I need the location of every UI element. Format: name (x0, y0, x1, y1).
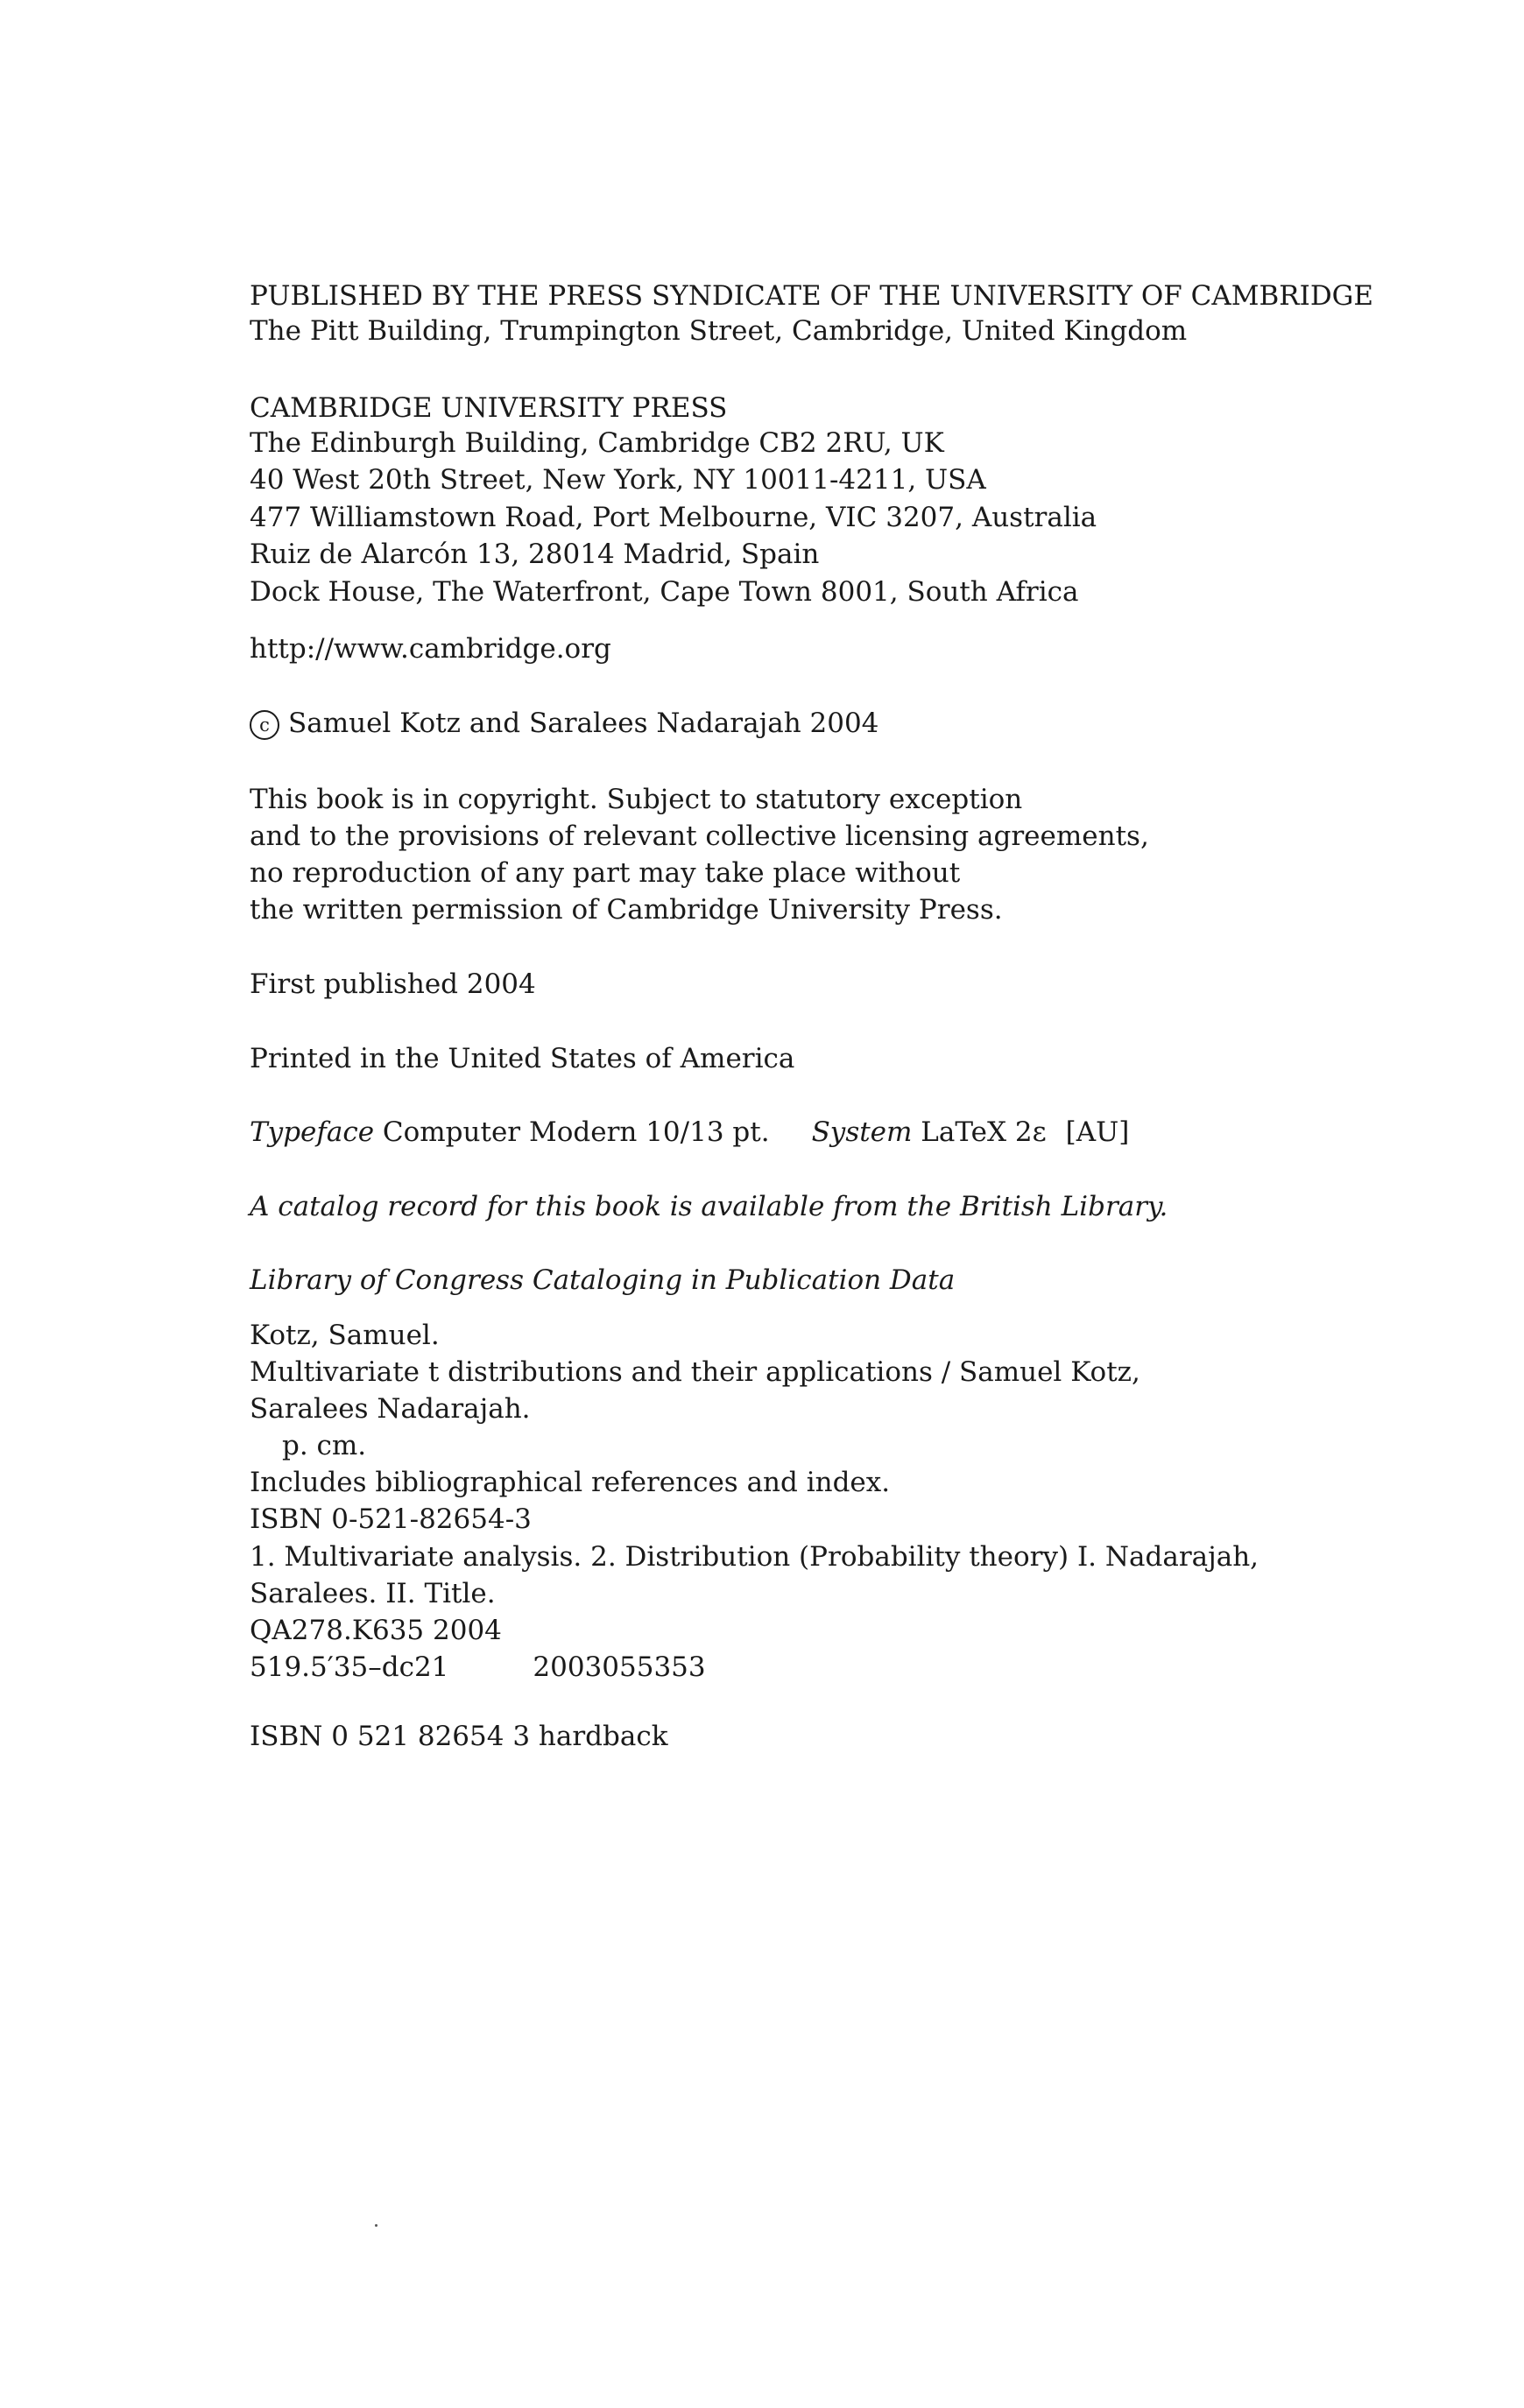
cip-isbn: ISBN 0-521-82654-3 (250, 1503, 532, 1535)
typeface-label: Typeface (250, 1116, 375, 1148)
cip-heading: Library of Congress Cataloging in Publication Data (250, 1264, 956, 1296)
press-address-line: Ruiz de Alarcón 13, 28014 Madrid, Spain (250, 539, 820, 570)
rights-line: the written permission of Cambridge University Press. (250, 894, 1003, 926)
cip-subjects-line: Saralees. II. Title. (250, 1578, 496, 1609)
system-label: System (811, 1116, 913, 1148)
copyright-line (250, 706, 878, 741)
cip-notes: Includes bibliographical references and index. (250, 1467, 891, 1498)
press-address-line: 40 West 20th Street, New York, NY 10011-4211, USA (250, 464, 986, 496)
first-published: First published 2004 (250, 968, 536, 1000)
isbn-hardback: ISBN 0 521 82654 3 hardback (250, 1721, 668, 1752)
press-address-line: Dock House, The Waterfront, Cape Town 8001, South Africa (250, 576, 1079, 608)
press-address-line: 477 Williamstown Road, Port Melbourne, VIC 3207, Australia (250, 502, 1097, 533)
cip-lccn: 2003055353 (533, 1651, 706, 1683)
cip-author: Kotz, Samuel. (250, 1320, 440, 1351)
cip-dewey: 519.5′35–dc21 (250, 1651, 449, 1683)
cip-pages: p. cm. (282, 1430, 367, 1461)
typeface-value: Computer Modern 10/13 pt. (382, 1116, 770, 1148)
copyright-icon: c (250, 710, 279, 740)
pitt-building-address: The Pitt Building, Trumpington Street, Cambridge, United Kingdom (250, 315, 1188, 347)
scan-speck (375, 2224, 377, 2227)
cip-subjects-line: 1. Multivariate analysis. 2. Distribution (Probability theory) I. Nadarajah, (250, 1541, 1259, 1573)
cip-title-line: Multivariate t distributions and their applications / Samuel Kotz, (250, 1356, 1140, 1388)
typeface-line (250, 1115, 1129, 1150)
copyright-holder: Samuel Kotz and Saralees Nadarajah 2004 (288, 708, 879, 739)
system-value: LaTeX 2ε (921, 1116, 1047, 1148)
rights-line: This book is in copyright. Subject to statutory exception (250, 784, 1023, 815)
rights-line: no reproduction of any part may take place without (250, 857, 961, 889)
cip-title-line: Saralees Nadarajah. (250, 1393, 531, 1425)
press-name: CAMBRIDGE UNIVERSITY PRESS (250, 392, 728, 424)
cip-classification (250, 1650, 706, 1685)
rights-line: and to the provisions of relevant collective licensing agreements, (250, 820, 1149, 852)
printed-in: Printed in the United States of America (250, 1043, 795, 1074)
typeface-code: [AU] (1065, 1116, 1130, 1148)
press-url: http://www.cambridge.org (250, 633, 611, 665)
cip-lc-call-number: QA278.K635 2004 (250, 1615, 502, 1646)
catalog-record: A catalog record for this book is available from the British Library. (250, 1191, 1168, 1222)
publisher-syndicate: PUBLISHED BY THE PRESS SYNDICATE OF THE UNIVERSITY OF CAMBRIDGE (250, 280, 1374, 312)
press-address-line: The Edinburgh Building, Cambridge CB2 2RU, UK (250, 427, 944, 459)
